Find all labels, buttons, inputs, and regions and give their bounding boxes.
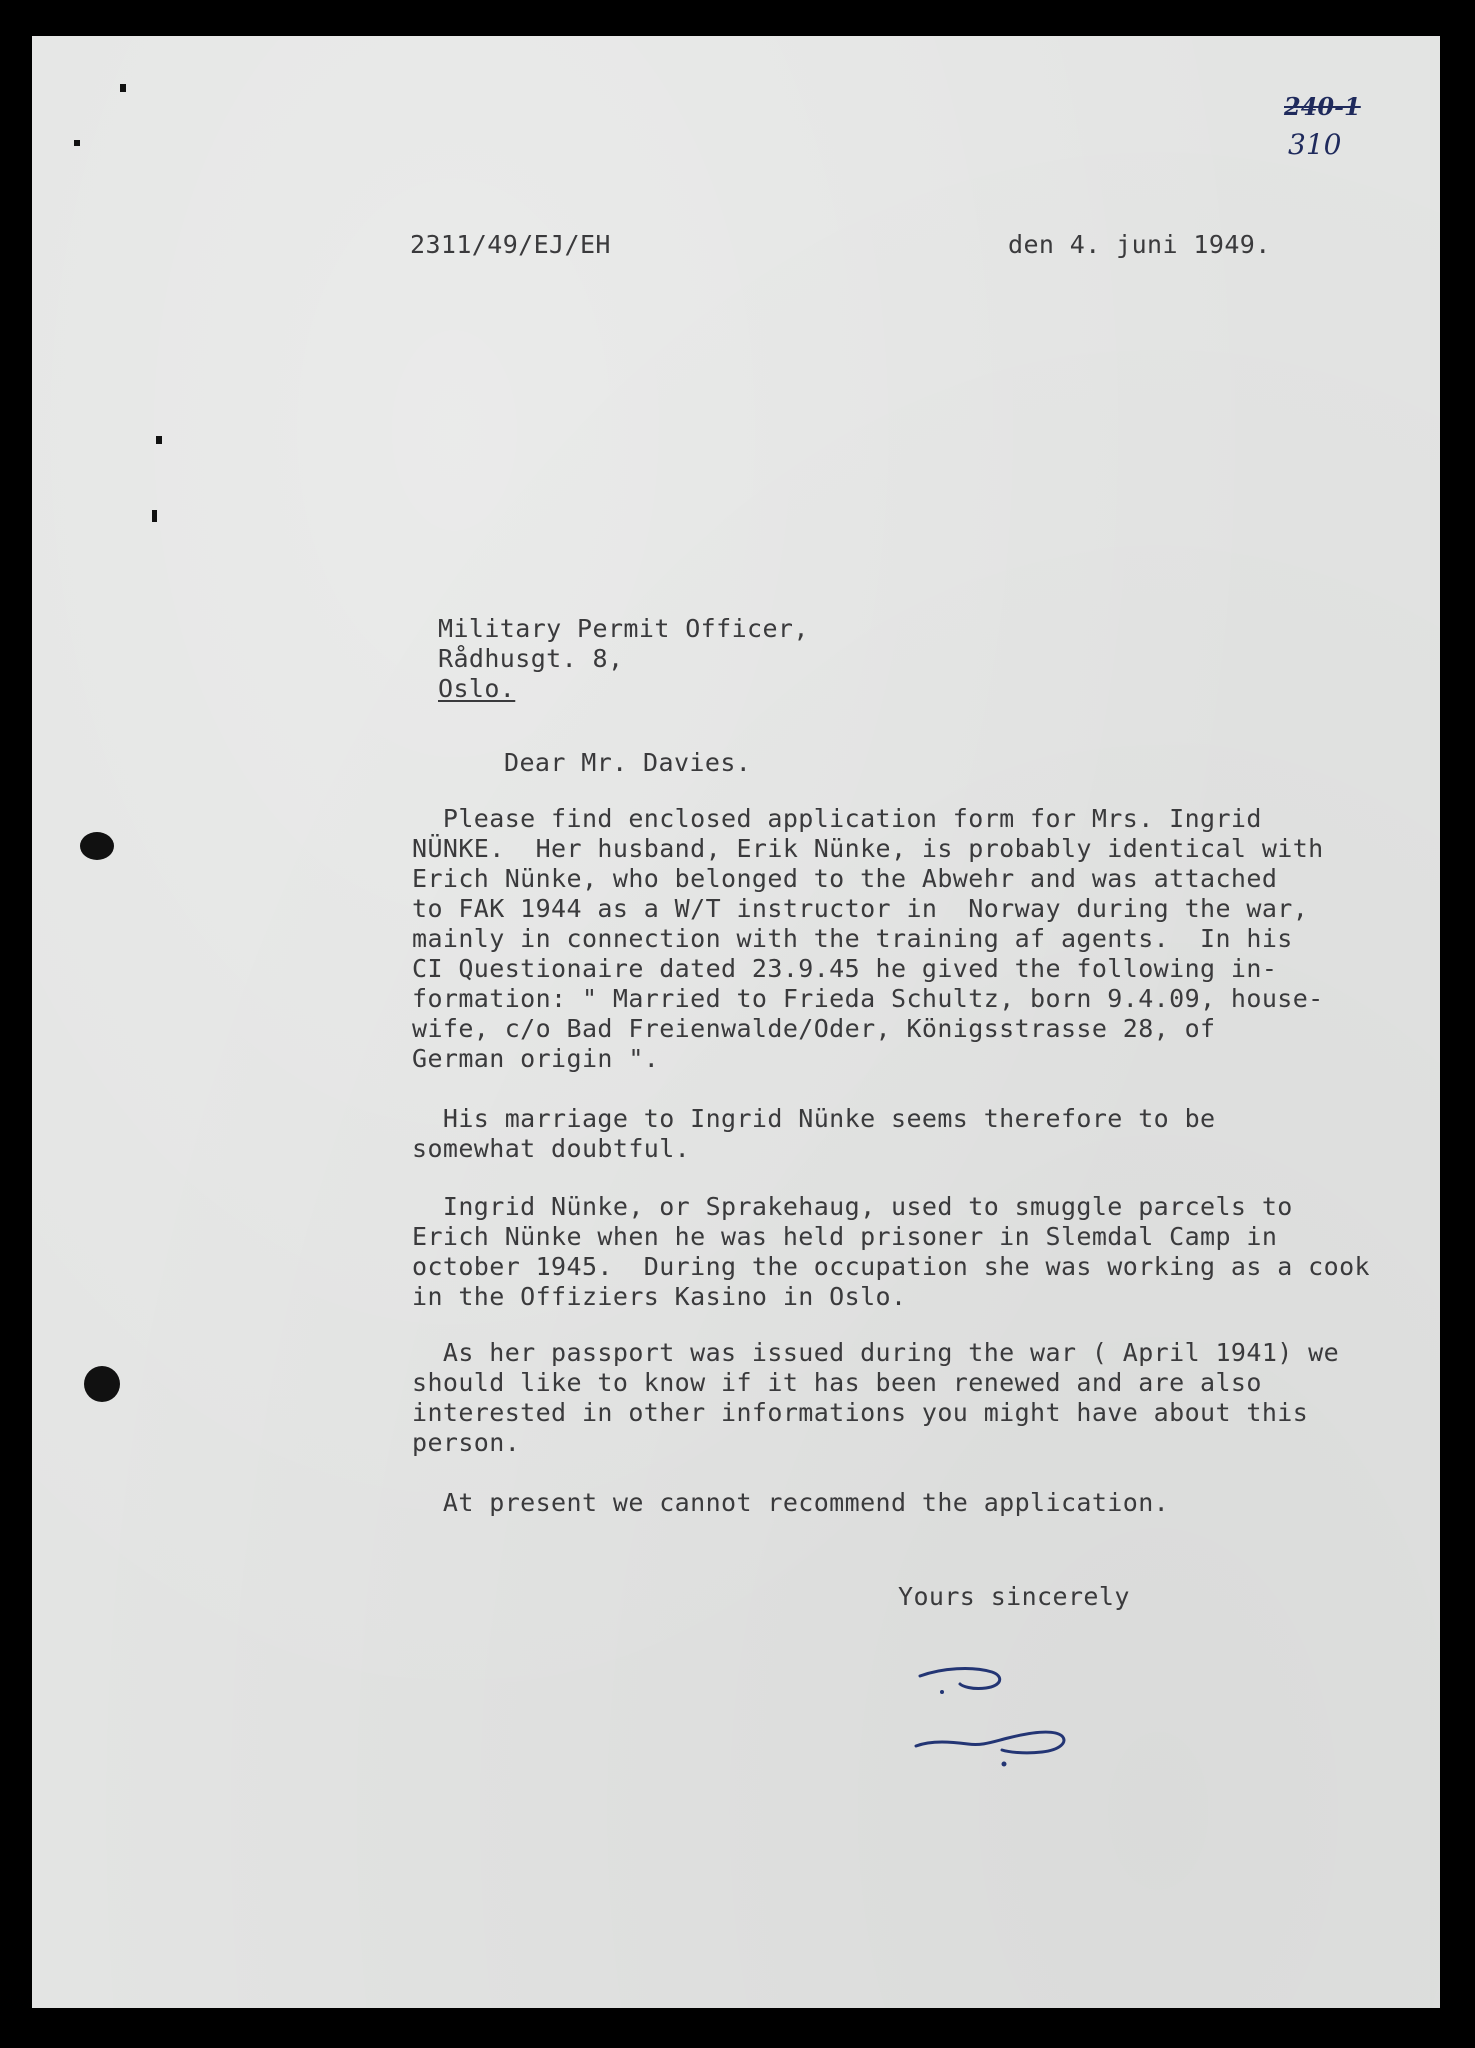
punch-hole-upper [80, 832, 114, 860]
paragraph-line: Erich Nünke when he was held prisoner in Slemdal Camp in [412, 1222, 1278, 1251]
reference-number: 2311/49/EJ/EH [410, 230, 611, 259]
recipient-title: Military Permit Officer, [438, 614, 809, 643]
paragraph-line: Ingrid Nünke, or Sprakehaug, used to smuggle parcels to [412, 1192, 1293, 1221]
paragraph-line: october 1945. During the occupation she was working as a cook [412, 1252, 1370, 1281]
paragraph-line: in the Offiziers Kasino in Oslo. [412, 1282, 907, 1311]
paragraph-line: Erich Nünke, who belonged to the Abwehr and was attached [412, 864, 1278, 893]
letter-page [32, 36, 1440, 2008]
recipient-street: Rådhusgt. 8, [438, 644, 624, 673]
paragraph-line: should like to know if it has been renewed and are also [412, 1368, 1262, 1397]
letter-date: den 4. juni 1949. [1008, 230, 1271, 259]
margin-mark [152, 510, 157, 522]
signature [912, 1654, 1092, 1774]
paragraph-line: CI Questionaire dated 23.9.45 he gived the following in- [412, 954, 1278, 983]
paragraph-5: At present we cannot recommend the application. [412, 1488, 1170, 1517]
paragraph-line: mainly in connection with the training af agents. In his [412, 924, 1293, 953]
margin-mark [120, 84, 126, 92]
punch-hole-lower [84, 1366, 120, 1402]
struck-archive-number: 240-1 [1284, 92, 1361, 121]
paragraph-line: person. [412, 1428, 521, 1457]
paragraph-line: interested in other informations you might have about this [412, 1398, 1309, 1427]
paragraph-line: wife, c/o Bad Freienwalde/Oder, Königsstrasse 28, of [412, 1014, 1216, 1043]
salutation: Dear Mr. Davies. [504, 748, 752, 777]
paragraph-line: somewhat doubtful. [412, 1134, 691, 1163]
paragraph-line: NÜNKE. Her husband, Erik Nünke, is probably identical with [412, 834, 1324, 863]
paragraph-line: His marriage to Ingrid Nünke seems therefore to be [412, 1104, 1216, 1133]
recipient-city: Oslo. [438, 674, 516, 703]
paragraph-line: to FAK 1944 as a W/T instructor in Norway during the war, [412, 894, 1309, 923]
archive-page-number: 310 [1288, 128, 1342, 161]
margin-mark [156, 436, 162, 444]
paragraph-line: German origin ". [412, 1044, 660, 1073]
paragraph-line: formation: " Married to Frieda Schultz, born 9.4.09, house- [412, 984, 1324, 1013]
paragraph-line: Please find enclosed application form for Mrs. Ingrid [412, 804, 1262, 833]
closing: Yours sincerely [898, 1582, 1130, 1611]
paragraph-line: As her passport was issued during the war ( April 1941) we [412, 1338, 1340, 1367]
margin-mark [74, 140, 80, 146]
